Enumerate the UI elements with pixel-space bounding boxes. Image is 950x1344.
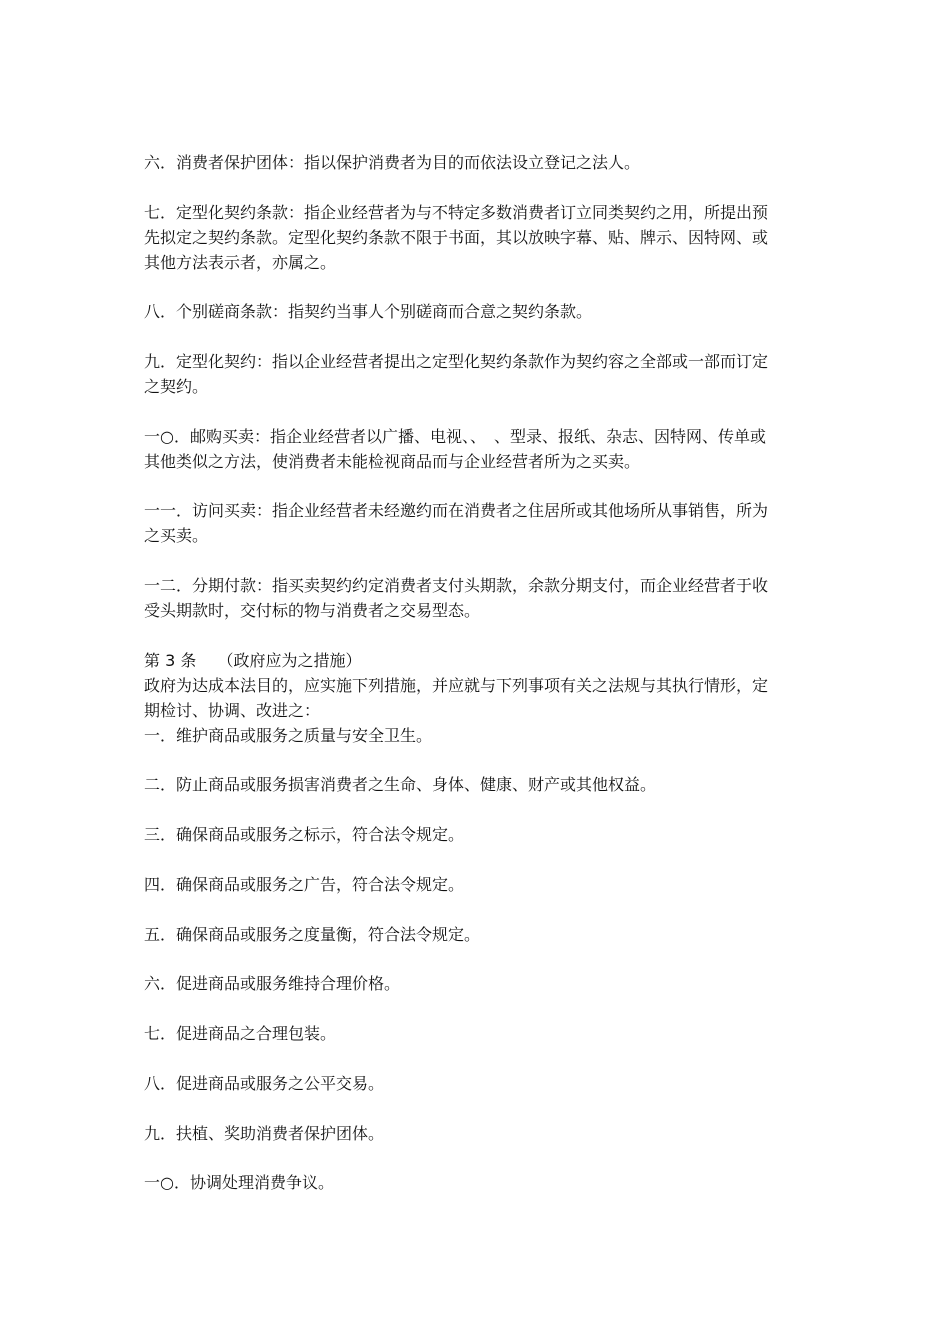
paragraph-definition-11: [144, 498, 808, 548]
paragraph-measure-4: [144, 872, 808, 897]
paragraph-measure-6: [144, 971, 808, 996]
text-line: 五．确保商品或服务之度量衡，符合法令规定。: [144, 925, 481, 944]
text-line: 四．确保商品或服务之广告，符合法令规定。: [144, 875, 465, 894]
text-line: 七．定型化契约条款：指企业经营者为与不特定多数消费者订立同类契约之用，所提出预: [144, 203, 769, 222]
paragraph-definition-9: [144, 349, 808, 399]
paragraph-definition-12: [144, 573, 808, 623]
paragraph-definition-6: [144, 150, 808, 175]
text-line: 九．扶植、奖助消费者保护团体。: [144, 1124, 385, 1143]
text-line: 期检讨、协调、改进之：: [144, 701, 321, 720]
text-line: 受头期款时，交付标的物与消费者之交易型态。: [144, 601, 481, 620]
paragraph-measure-10: [144, 1170, 808, 1195]
text-line: 九．定型化契约：指以企业经营者提出之定型化契约条款作为契约容之全部或一部而订定: [144, 352, 769, 371]
text-line: 六．消费者保护团体：指以保护消费者为目的而依法设立登记之法人。: [144, 153, 641, 172]
paragraph-measure-3: [144, 822, 808, 847]
text-line: 之买卖。: [144, 526, 209, 545]
article-heading: 第 3 条 （政府应为之措施）: [144, 651, 362, 670]
text-line: 一○．协调处理消费争议。: [144, 1173, 334, 1192]
paragraph-measure-8: [144, 1071, 808, 1096]
text-line: 之契约。: [144, 377, 209, 396]
text-line: 八．个别磋商条款：指契约当事人个别磋商而合意之契约条款。: [144, 302, 593, 321]
text-line: 其他类似之方法，使消费者未能检视商品而与企业经营者所为之买卖。: [144, 452, 641, 471]
text-line: 二．防止商品或服务损害消费者之生命、身体、健康、财产或其他权益。: [144, 775, 657, 794]
text-line: 一一．访问买卖：指企业经营者未经邀约而在消费者之住居所或其他场所从事销售，所为: [144, 501, 769, 520]
text-line: 三．确保商品或服务之标示，符合法令规定。: [144, 825, 465, 844]
paragraph-measure-5: [144, 922, 808, 947]
paragraph-measure-2: [144, 772, 808, 797]
paragraph-definition-7: [144, 200, 808, 275]
paragraph-measure-7: [144, 1021, 808, 1046]
text-line: 七．促进商品之合理包装。: [144, 1024, 337, 1043]
text-line: 先拟定之契约条款。定型化契约条款不限于书面，其以放映字幕、贴、牌示、因特网、或: [144, 228, 769, 247]
text-line: 八．促进商品或服务之公平交易。: [144, 1074, 385, 1093]
text-line: 一二．分期付款：指买卖契约约定消费者支付头期款，余款分期支付，而企业经营者于收: [144, 576, 769, 595]
text-line: 一○．邮购买卖：指企业经营者以广播、电视、、 、型录、报纸、杂志、因特网、传单或: [144, 427, 766, 446]
text-line: 六．促进商品或服务维持合理价格。: [144, 974, 401, 993]
paragraph-article-3: [144, 648, 808, 748]
text-line: 一．维护商品或服务之质量与安全卫生。: [144, 726, 433, 745]
text-line: 其他方法表示者，亦属之。: [144, 253, 337, 272]
text-line: 政府为达成本法目的，应实施下列措施，并应就与下列事项有关之法规与其执行情形，定: [144, 676, 769, 695]
paragraph-definition-8: [144, 299, 808, 324]
paragraph-definition-10: [144, 424, 808, 474]
paragraph-measure-9: [144, 1121, 808, 1146]
